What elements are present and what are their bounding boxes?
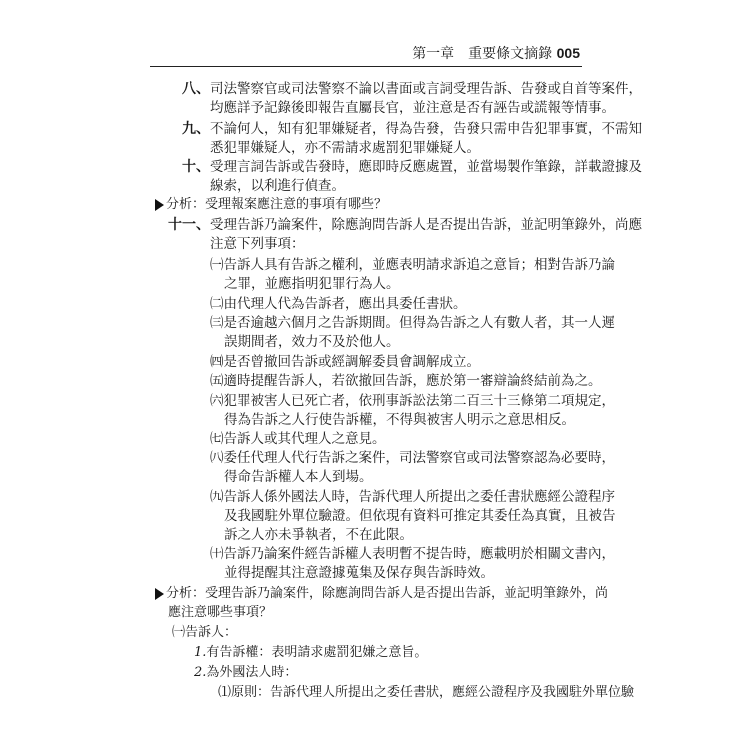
sub-point-2: 2.為外國法人時： <box>194 665 298 680</box>
triangle-bullet-icon <box>155 199 164 211</box>
article-9-line-2: 悉犯罪嫌疑人，亦不需請求處罰犯罪嫌疑人。 <box>210 140 480 156</box>
header-rule <box>150 66 582 67</box>
item-9-line-1: ㈨告訴人係外國法人時，告訴代理人所提出之委任書狀應經公證程序 <box>210 489 615 505</box>
article-11-line-1: 受理告訴乃論案件，除應詢問告訴人是否提出告訴，並記明筆錄外，尚應 <box>210 217 642 233</box>
item-7-line-1: ㈦告訴人或其代理人之意見。 <box>210 431 386 447</box>
item-6-line-2: 得為告訴之人行使告訴權，不得與被害人明示之意思相反。 <box>224 412 575 428</box>
item-8-line-1: ㈧委任代理人代行告訴之案件，司法警察官或司法警察認為必要時， <box>210 450 615 466</box>
article-10-line-2: 線索，以利進行偵查。 <box>210 178 345 194</box>
item-1-line-2: 之罪，並應指明犯罪行為人。 <box>224 276 400 292</box>
item-2-line-1: ㈡由代理人代為告訴者，應出具委任書狀。 <box>210 296 467 312</box>
sub-heading-1: ㈠告訴人： <box>172 625 238 640</box>
chapter-title: 第一章 重要條文摘錄 <box>412 46 553 62</box>
analysis-2-line-2: 應注意哪些事項？ <box>168 605 273 620</box>
item-4-line-1: ㈣是否曾撤回告訴或經調解委員會調解成立。 <box>210 354 480 370</box>
item-3-line-1: ㈢是否逾越六個月之告訴期間。但得為告訴之人有數人者，其一人遲 <box>210 315 615 331</box>
analysis-1: 分析：受理報案應注意的事項有哪些？ <box>155 196 387 214</box>
triangle-bullet-icon <box>155 588 164 600</box>
item-9-line-2: 及我國駐外單位驗證。但依現有資料可推定其委任為真實，且被告 <box>224 508 616 524</box>
item-8-line-2: 得命告訴權人本人到場。 <box>224 469 373 485</box>
article-8-line-1: 司法警察官或司法警察不論以書面或言詞受理告訴、告發或自首等案件， <box>210 81 642 97</box>
item-9-line-3: 訴之人亦未爭執者，不在此限。 <box>224 527 413 543</box>
item-5-line-1: ㈤適時提醒告訴人，若欲撤回告訴，應於第一審辯論終結前為之。 <box>210 373 602 389</box>
article-9-line-1: 不論何人，知有犯罪嫌疑者，得為告發，告發只需申告犯罪事實，不需知 <box>210 121 642 137</box>
item-1-line-1: ㈠告訴人具有告訴之權利，並應表明請求訴追之意旨；相對告訴乃論 <box>210 257 615 273</box>
article-10-label: 十、 <box>182 159 210 175</box>
item-3-line-2: 誤期間者，效力不及於他人。 <box>224 334 400 350</box>
article-11-label: 十一、 <box>168 217 210 233</box>
analysis-2-line-1: 分析：受理告訴乃論案件，除應詢問告訴人是否提出告訴，並記明筆錄外，尚 <box>155 585 608 603</box>
article-8-line-2: 均應詳予記錄後即報告直屬長官，並注意是否有誣告或謊報等情事。 <box>210 100 615 116</box>
article-9-label: 九、 <box>182 121 210 137</box>
item-10-line-1: ㈩告訴乃論案件經告訴權人表明暫不提告時，應載明於相關文書內， <box>210 546 615 562</box>
page-header <box>150 44 580 63</box>
item-6-line-1: ㈥犯罪被害人已死亡者，依刑事訴訟法第二百三十三條第二項規定， <box>210 393 615 409</box>
page-number: 005 <box>556 45 580 61</box>
item-10-line-2: 並得提醒其注意證據蒐集及保存與告訴時效。 <box>224 565 494 581</box>
article-8-label: 八、 <box>182 81 210 97</box>
sub-point-3: ⑴原則：告訴代理人所提出之委任書狀，應經公證程序及我國駐外單位驗 <box>218 685 635 700</box>
article-10-line-1: 受理言詞告訴或告發時，應即時反應處置，並當場製作筆錄，詳載證據及 <box>210 159 642 175</box>
article-11-line-2: 注意下列事項： <box>210 236 305 252</box>
sub-point-1: 1.有告訴權：表明請求處罰犯嫌之意旨。 <box>194 645 428 660</box>
